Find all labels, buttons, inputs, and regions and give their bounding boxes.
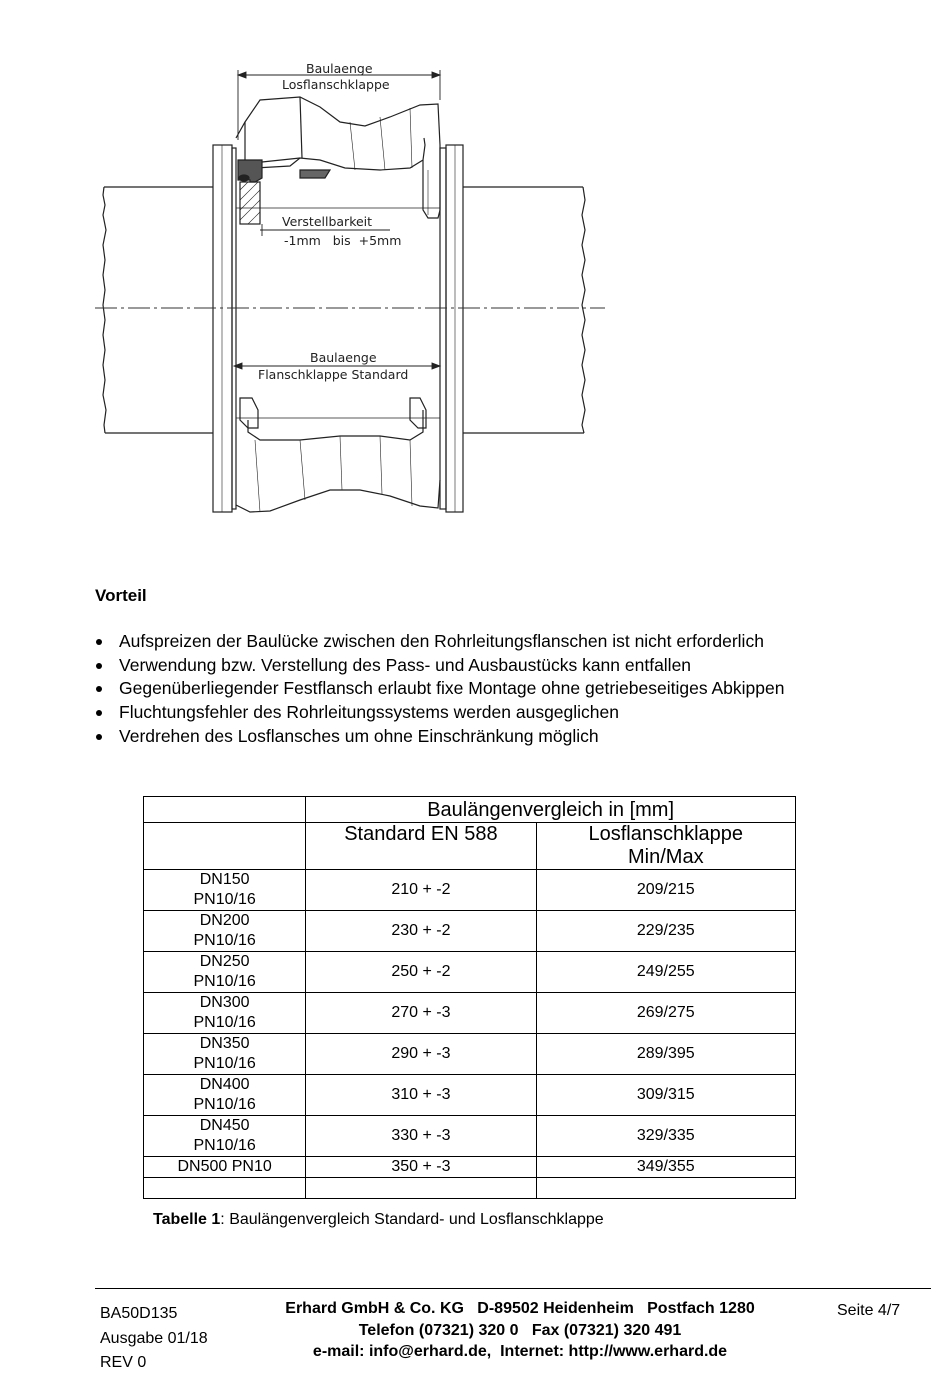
nominal-size-cell — [144, 870, 306, 911]
standard-length-cell: 250 + -2 — [306, 952, 536, 993]
table-caption-text: : Baulängenvergleich Standard- und Losflanschklappe — [220, 1211, 604, 1228]
empty-cell — [306, 1178, 536, 1199]
document-edition: Ausgabe 01/18 — [100, 1329, 208, 1347]
standard-length-cell: 270 + -3 — [306, 993, 536, 1034]
drawing-label-adjustability: Verstellbarkeit — [282, 214, 373, 229]
pn-value: PN10/16 — [193, 1055, 256, 1072]
dn-value: DN150 — [199, 871, 250, 888]
page-number: Seite 4/7 — [837, 1302, 901, 1319]
loose-flange-length-cell: 349/355 — [536, 1157, 795, 1178]
loose-flange-length-cell: 309/315 — [536, 1075, 795, 1116]
footer-divider — [95, 1288, 931, 1289]
nominal-size-cell — [144, 911, 306, 952]
dn-value: DN450 — [199, 1117, 250, 1134]
dn-value: DN200 — [199, 912, 250, 929]
company-phone: Telefon (07321) 320 0 Fax (07321) 320 491 — [358, 1321, 682, 1339]
table-empty-row — [144, 1178, 796, 1199]
footer-company-info — [255, 1298, 785, 1363]
table-row — [144, 870, 796, 911]
loose-flange-length-cell: 329/335 — [536, 1116, 795, 1157]
standard-length-cell: 350 + -3 — [306, 1157, 536, 1178]
pn-value: PN10/16 — [193, 1014, 256, 1031]
table-row — [144, 952, 796, 993]
table-row — [144, 1116, 796, 1157]
length-comparison-table — [143, 796, 796, 1199]
advantage-item: Aufspreizen der Baulücke zwischen den Rohrleitungsflanschen ist nicht erforderlich — [95, 630, 784, 654]
drawing-label-length-mid: Baulaenge — [310, 350, 377, 365]
nominal-size-cell: DN500 PN10 — [144, 1157, 306, 1178]
loose-flange-length-cell: 269/275 — [536, 993, 795, 1034]
company-web: e-mail: info@erhard.de, Internet: http://www.erhard.de — [312, 1343, 728, 1360]
dn-value: DN400 — [199, 1076, 250, 1093]
nominal-size-cell — [144, 993, 306, 1034]
nominal-size-cell — [144, 952, 306, 993]
advantage-item: Fluchtungsfehler des Rohrleitungssystems werden ausgeglichen — [95, 701, 784, 725]
dn-value: DN350 — [199, 1035, 250, 1052]
pn-value: PN10/16 — [193, 973, 256, 990]
advantage-item: Verwendung bzw. Verstellung des Pass- und Ausbaustücks kann entfallen — [95, 654, 784, 678]
table-row — [144, 1034, 796, 1075]
empty-cell — [144, 1178, 306, 1199]
standard-length-cell: 310 + -3 — [306, 1075, 536, 1116]
table-caption-label: Tabelle 1 — [153, 1211, 221, 1228]
standard-length-cell: 210 + -2 — [306, 870, 536, 911]
nominal-size-cell — [144, 1075, 306, 1116]
loose-flange-length-cell: 209/215 — [536, 870, 795, 911]
loose-flange-length-cell: 229/235 — [536, 911, 795, 952]
drawing-label-loose-flange: Losflanschklappe — [282, 77, 390, 92]
nominal-size-cell — [144, 1116, 306, 1157]
table-header-empty — [144, 797, 306, 823]
dn-value: DN300 — [199, 994, 250, 1011]
advantage-heading: Vorteil — [95, 586, 147, 605]
company-address: Erhard GmbH & Co. KG D-89502 Heidenheim Postfach 1280 — [285, 1300, 755, 1317]
pn-value: PN10/16 — [193, 1096, 256, 1113]
document-id: BA50D135 — [100, 1305, 178, 1322]
footer-document-info — [100, 1302, 208, 1376]
loose-flange-length-cell: 249/255 — [536, 952, 795, 993]
pn-value: PN10/16 — [193, 932, 256, 949]
advantage-item: Gegenüberliegender Festflansch erlaubt fixe Montage ohne getriebeseitiges Abkippen — [95, 677, 784, 701]
empty-cell — [536, 1178, 795, 1199]
column-header-loose-flange — [536, 823, 795, 870]
advantage-list — [95, 630, 784, 749]
pn-value: PN10/16 — [193, 891, 256, 908]
table-row — [144, 1157, 796, 1178]
drawing-label-adjust-range: -1mm bis +5mm — [284, 233, 402, 248]
table-title: Baulängenvergleich in [mm] — [306, 797, 796, 823]
advantage-item: Verdrehen des Losflansches um ohne Einschränkung möglich — [95, 725, 784, 749]
standard-length-cell: 330 + -3 — [306, 1116, 536, 1157]
loose-flange-length-cell: 289/395 — [536, 1034, 795, 1075]
technical-drawing — [90, 50, 620, 520]
document-revision: REV 0 — [100, 1354, 147, 1371]
dn-value: DN250 — [199, 953, 250, 970]
table-row — [144, 911, 796, 952]
drawing-label-length-top: Baulaenge — [306, 61, 373, 76]
column-header-standard: Standard EN 588 — [306, 823, 536, 870]
table-row — [144, 993, 796, 1034]
nominal-size-cell — [144, 1034, 306, 1075]
table-subheader-empty — [144, 823, 306, 870]
table-caption — [153, 1211, 604, 1229]
standard-length-cell: 230 + -2 — [306, 911, 536, 952]
drawing-label-standard-flange: Flanschklappe Standard — [258, 367, 409, 382]
column-header-loose-flange-line1: Losflanschklappe — [588, 823, 744, 845]
pn-value: PN10/16 — [193, 1137, 256, 1154]
column-header-loose-flange-line2: Min/Max — [628, 846, 704, 868]
table-row — [144, 1075, 796, 1116]
standard-length-cell: 290 + -3 — [306, 1034, 536, 1075]
